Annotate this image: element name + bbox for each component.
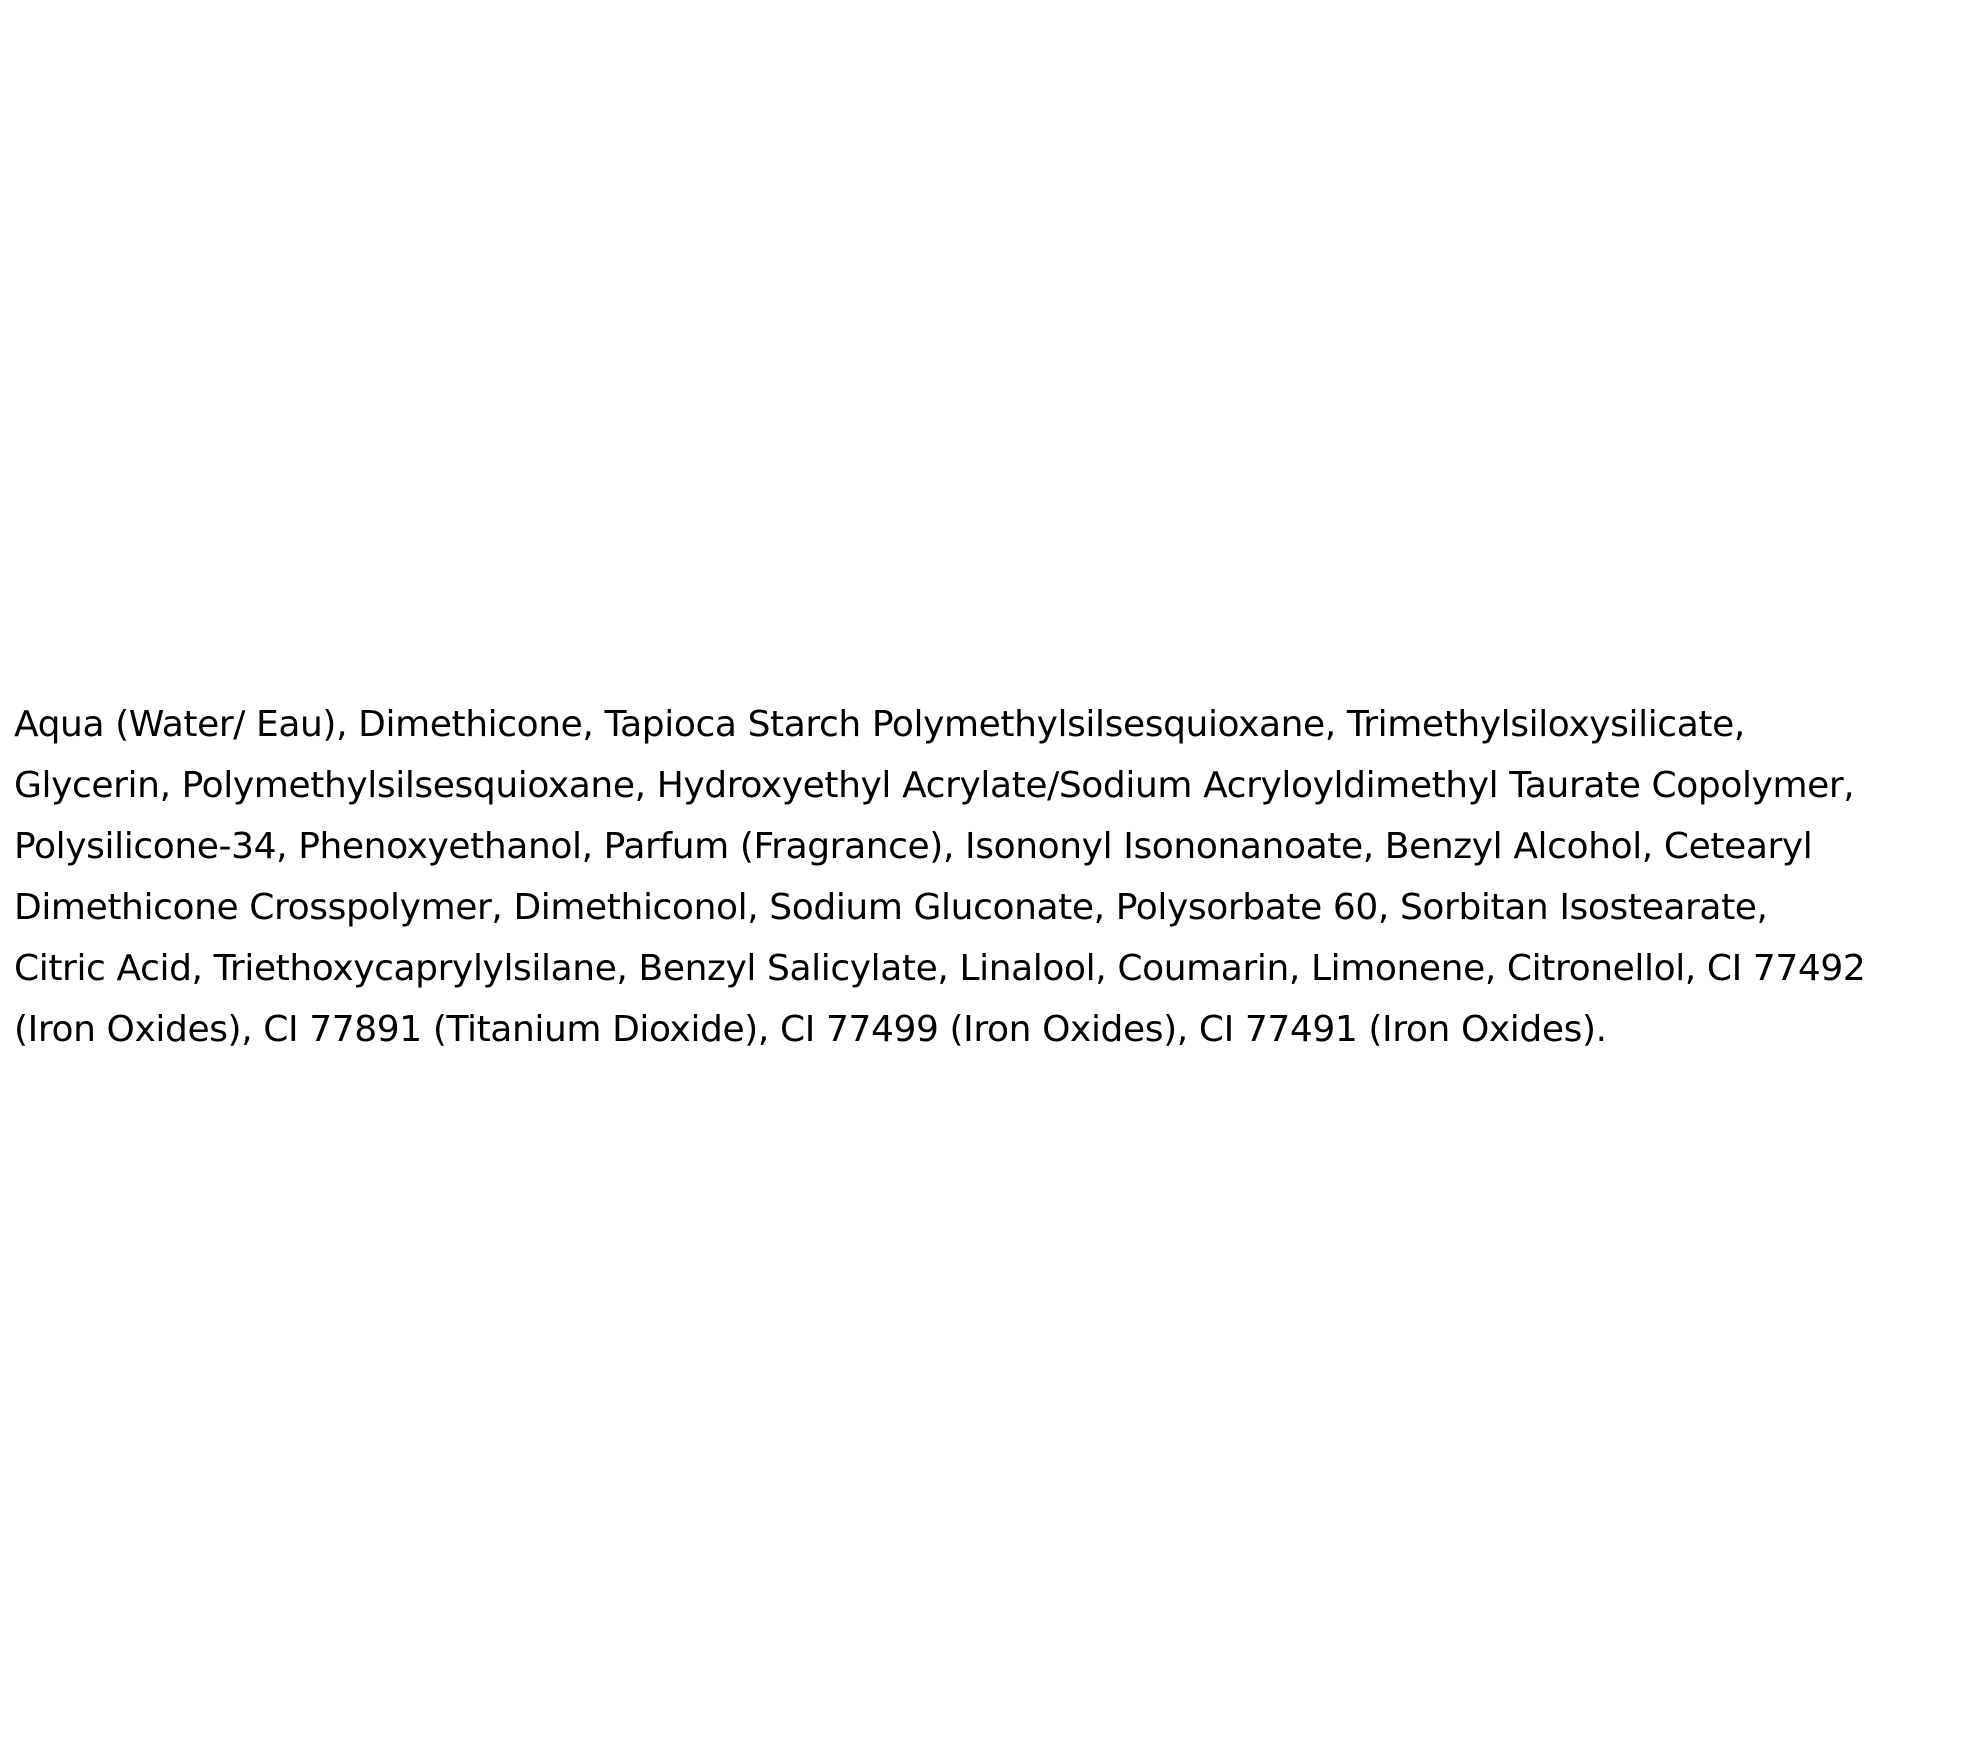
ingredients-line-2: Glycerin, Polymethylsilsesquioxane, Hydroxyethyl Acrylate/Sodium Acryloyldimethyl Taurate Copolymer, xyxy=(14,765,1855,806)
ingredients-line-6: (Iron Oxides), CI 77891 (Titanium Dioxide), CI 77499 (Iron Oxides), CI 77491 (Iron Oxides). xyxy=(14,1009,1607,1050)
ingredients-line-3: Polysilicone-34, Phenoxyethanol, Parfum (Fragrance), Isononyl Isononanoate, Benzyl Alcohol, Cetearyl xyxy=(14,826,1813,867)
ingredients-list xyxy=(14,694,1964,1060)
ingredients-line-5: Citric Acid, Triethoxycaprylylsilane, Benzyl Salicylate, Linalool, Coumarin, Limonene, Citronellol, CI 77492 xyxy=(14,948,1866,989)
ingredients-line-4: Dimethicone Crosspolymer, Dimethiconol, Sodium Gluconate, Polysorbate 60, Sorbitan Isostearate, xyxy=(14,887,1768,928)
ingredients-line-1: Aqua (Water/ Eau), Dimethicone, Tapioca Starch Polymethylsilsesquioxane, Trimethylsiloxysilicate, xyxy=(14,704,1745,745)
